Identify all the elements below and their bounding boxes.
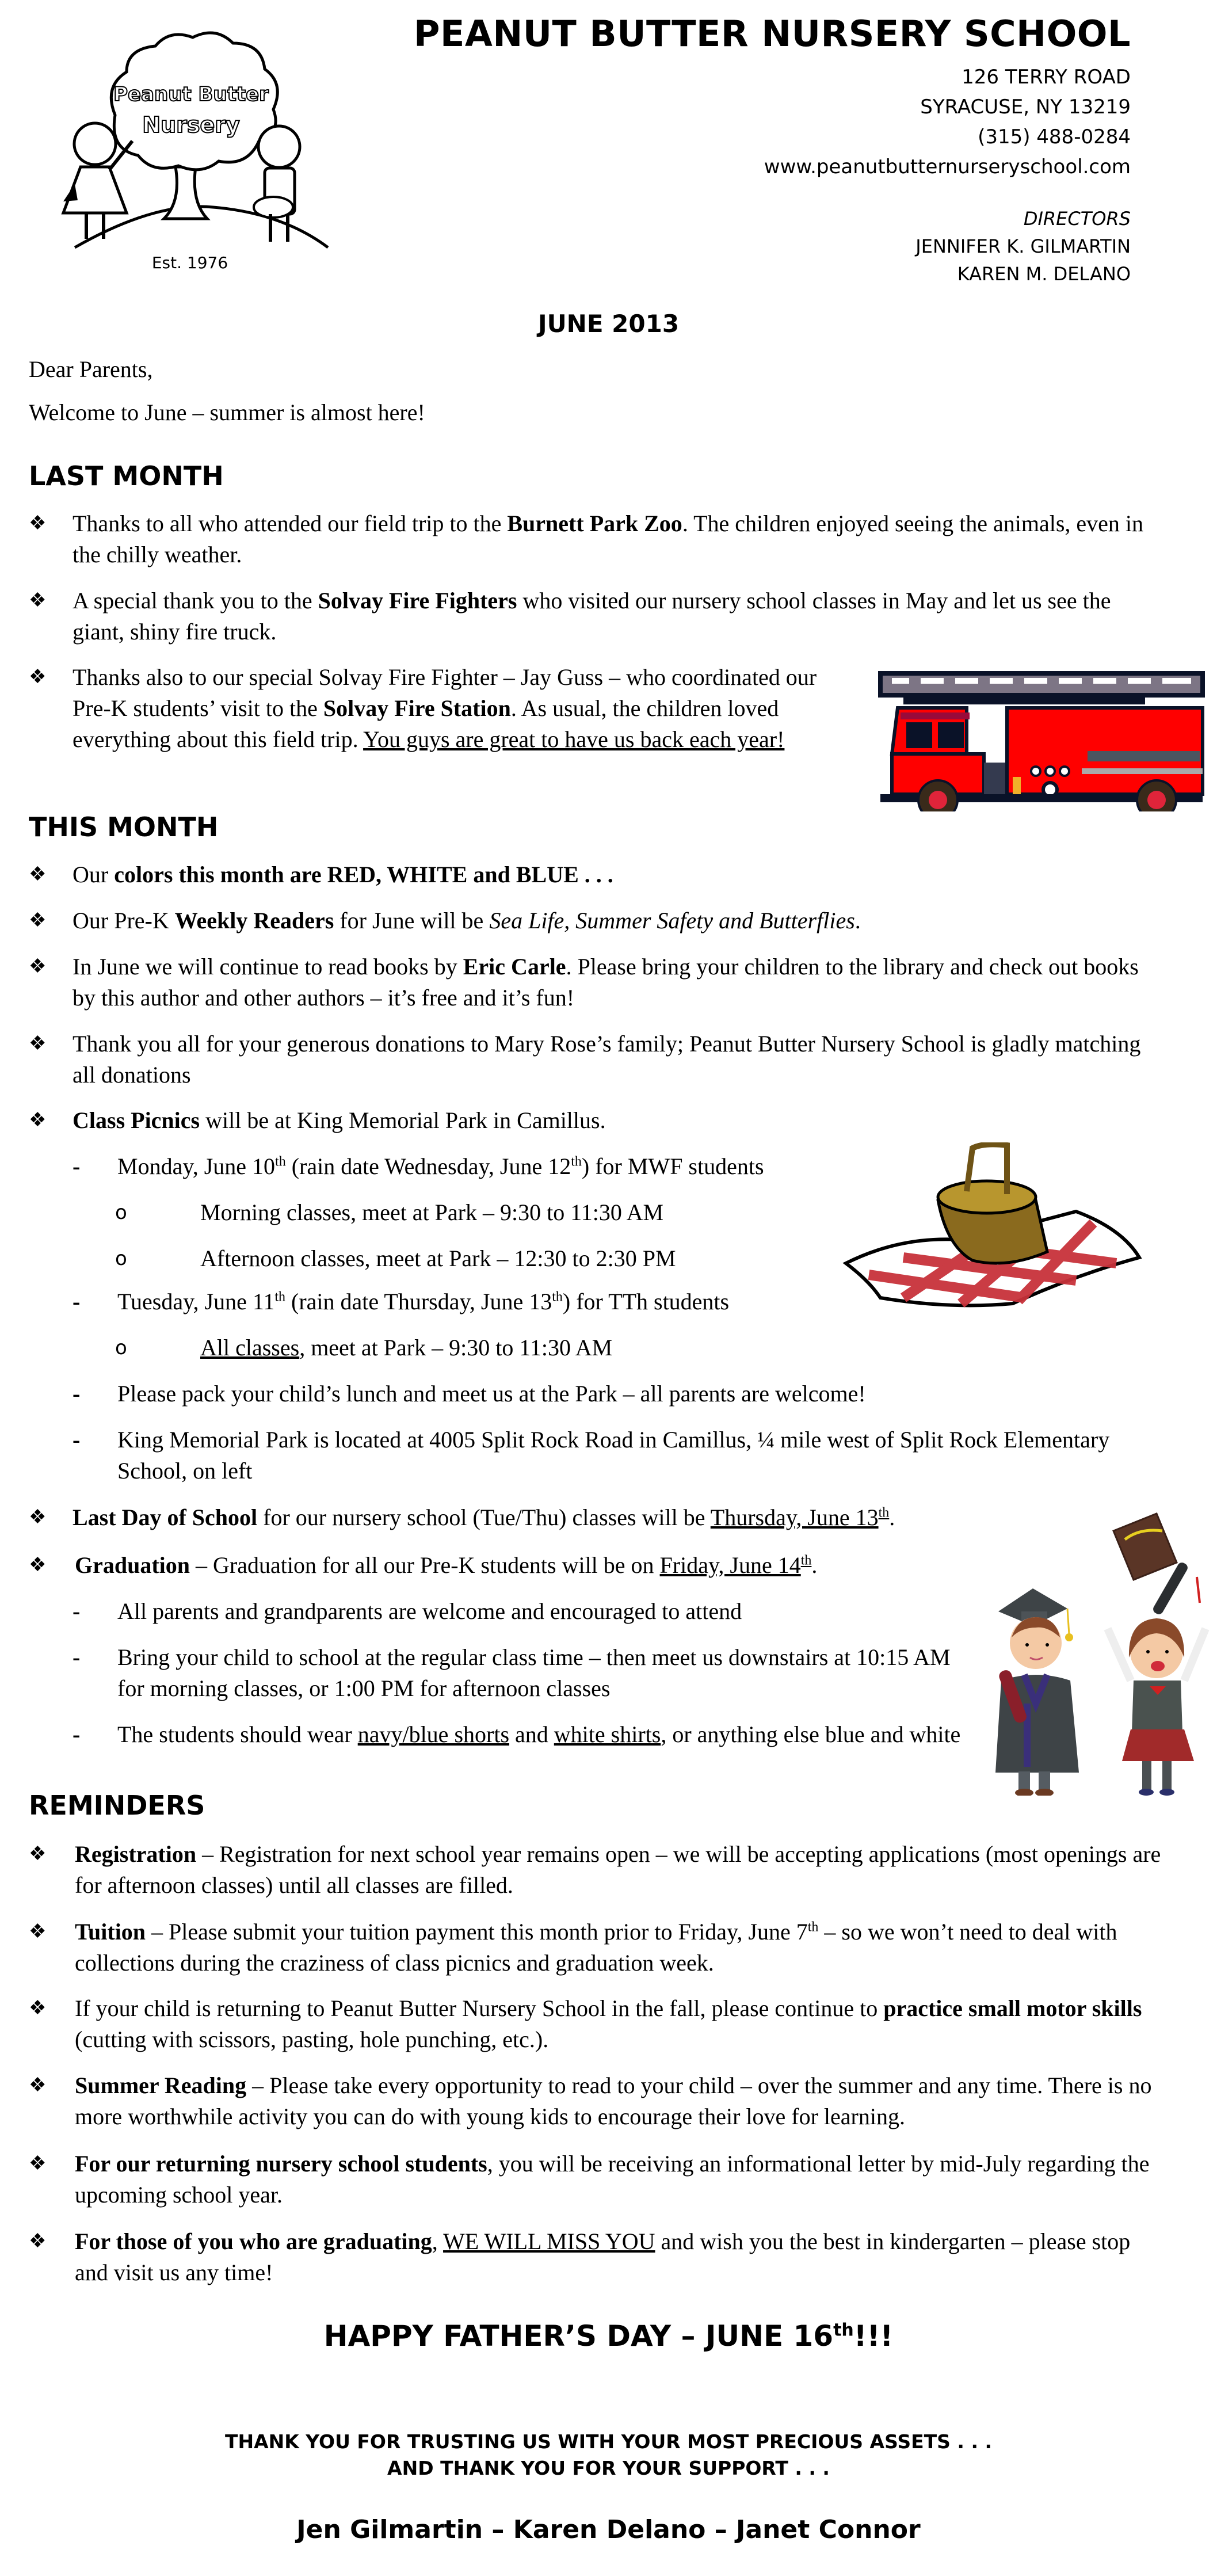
picnic-day-text — [117, 1286, 878, 1317]
text-segment: Graduation — [75, 1552, 190, 1578]
established-year: Est. 1976 — [151, 253, 228, 272]
text-segment: , you will be receiving an informational letter by mid-July regarding the upcoming school year. — [75, 2151, 1150, 2208]
text-segment: All classes — [200, 1335, 300, 1361]
text-segment: navy/blue shorts — [357, 1721, 510, 1747]
diamond-bullet-icon: ❖ — [29, 1554, 47, 1576]
text-segment: HAPPY FATHER’S DAY – JUNE 16 — [323, 2319, 834, 2353]
graduation-detail-item — [73, 1642, 964, 1704]
text-segment: th — [275, 1154, 286, 1169]
text-segment: Friday, June 14 — [659, 1552, 801, 1578]
text-segment: practice small motor skills — [883, 1995, 1142, 2021]
diamond-bullet-icon: ❖ — [29, 910, 47, 931]
text-segment: Solvay Fire Station — [323, 695, 511, 721]
text-segment: (rain date Thursday, June 13 — [285, 1289, 552, 1314]
list-item-text — [75, 2070, 1168, 2132]
text-segment: Afternoon classes, meet at Park – 12:30 to 2:30 PM — [200, 1245, 676, 1271]
text-segment: . Please bring your children to the library and check out books by this author and other authors – it’s free and it’s fun! — [73, 954, 1139, 1011]
list-item-text — [73, 951, 1145, 1013]
diamond-bullet-icon: ❖ — [29, 864, 47, 885]
text-segment: , or anything else blue and white — [661, 1721, 961, 1747]
text-segment: Class Picnics — [73, 1107, 200, 1133]
list-item — [29, 951, 1145, 1013]
phone-number: (315) 488-0284 — [978, 125, 1131, 148]
picnic-day-item — [73, 1151, 878, 1182]
list-item — [29, 2148, 1168, 2211]
graduation-detail-item — [73, 1596, 964, 1627]
dash-bullet-icon: - — [73, 1153, 81, 1179]
text-segment: th — [552, 1289, 563, 1305]
text-segment: Solvay Fire Fighters — [318, 588, 517, 613]
diamond-bullet-icon: ❖ — [29, 1110, 47, 1131]
thank-you-line-1: THANK YOU FOR TRUSTING US WITH YOUR MOST PRECIOUS ASSETS . . . — [224, 2430, 993, 2453]
text-segment: th — [274, 1289, 286, 1305]
fire-truck-icon — [857, 662, 1214, 811]
text-segment: – Please take every opportunity to read to your child – over the summer and any time. There is no more worthwhile activity you can do with young kids to encourage their love for learning. — [75, 2072, 1152, 2129]
text-segment: Our Pre-K — [73, 908, 175, 933]
thank-you-message — [0, 2429, 1217, 2482]
address-line-2: SYRACUSE, NY 13219 — [920, 96, 1131, 119]
text-segment: . The children enjoyed seeing the animals, even in the chilly weather. — [73, 510, 1144, 567]
list-item-text — [75, 1839, 1168, 1901]
text-segment: All parents and grandparents are welcome and encouraged to attend — [117, 1598, 742, 1624]
section-heading-reminders: REMINDERS — [29, 1790, 205, 1821]
list-item — [29, 905, 1145, 936]
text-segment: ) for MWF students — [581, 1153, 764, 1179]
text-segment: Thursday, June 13 — [710, 1504, 879, 1530]
list-item-text — [73, 1502, 1007, 1533]
text-segment: th — [807, 1919, 819, 1935]
text-segment: , meet at Park – 9:30 to 11:30 AM — [299, 1335, 613, 1361]
director-name: KAREN M. DELANO — [957, 263, 1131, 285]
text-segment: Thanks to all who attended our field trip to the — [73, 510, 508, 536]
text-segment: For our returning nursery school students — [75, 2151, 487, 2177]
text-segment: Bring your child to school at the regular class time – then meet us downstairs at 10:15 AM for morning classes, or 1:00 PM for afternoon classes — [117, 1644, 951, 1701]
text-segment: who visited our nursery school classes in May and let us see the giant, shiny fire truck. — [73, 588, 1111, 645]
circle-bullet-icon: o — [115, 1247, 127, 1270]
text-segment: th — [878, 1505, 890, 1521]
text-segment: You guys are great to have us back each year! — [363, 726, 785, 752]
section-heading-last-month: LAST MONTH — [29, 460, 224, 491]
text-segment: The students should wear — [117, 1721, 358, 1747]
text-segment: WE WILL MISS YOU — [443, 2228, 655, 2254]
list-item-text — [73, 1028, 1145, 1091]
picnic-day-item — [73, 1286, 878, 1317]
staff-signoff: Jen Gilmartin – Karen Delano – Janet Connor — [296, 2515, 921, 2544]
text-segment: Summer Reading — [75, 2072, 247, 2098]
list-item — [29, 508, 1145, 570]
picnic-time-item — [115, 1332, 863, 1363]
list-item — [29, 1502, 1007, 1533]
picnic-basket-icon — [834, 1142, 1157, 1315]
dash-bullet-icon: - — [73, 1289, 81, 1314]
text-segment: colors this month are RED, WHITE and BLUE . . . — [114, 862, 613, 887]
text-segment: !!! — [853, 2319, 894, 2353]
text-segment: Burnett Park Zoo — [507, 510, 682, 536]
text-segment: Last Day of School — [73, 1504, 258, 1530]
school-logo — [40, 17, 339, 270]
list-item-text — [73, 1105, 1145, 1136]
text-segment: and wish you the best in kindergarten – please stop and visit us any time! — [75, 2228, 1131, 2285]
greeting: Dear Parents, — [29, 356, 153, 382]
text-segment: th — [800, 1553, 812, 1568]
list-item-text — [73, 585, 1145, 647]
list-item-text — [75, 2226, 1168, 2288]
text-segment: ) for TTh students — [562, 1289, 730, 1314]
list-item-text — [73, 508, 1145, 570]
dash-bullet-icon: - — [73, 1721, 81, 1747]
picnic-note-item — [73, 1424, 1166, 1487]
address-line-1: 126 TERRY ROAD — [962, 66, 1131, 89]
text-segment: Please pack your child’s lunch and meet us at the Park – all parents are welcome! — [117, 1381, 866, 1407]
diamond-bullet-icon: ❖ — [29, 2153, 47, 2174]
diamond-bullet-icon: ❖ — [29, 1921, 47, 1942]
list-item — [29, 1550, 949, 1581]
directors-label: DIRECTORS — [1023, 208, 1131, 230]
text-segment: . As usual, the children loved everything about this field trip. — [73, 695, 779, 752]
diamond-bullet-icon: ❖ — [29, 513, 47, 534]
text-segment: Tuesday, June 11 — [117, 1289, 275, 1314]
dash-bullet-icon: - — [73, 1644, 81, 1670]
list-item — [29, 859, 1145, 890]
newsletter-month-title: JUNE 2013 — [537, 310, 680, 338]
diamond-bullet-icon: ❖ — [29, 1843, 47, 1865]
list-item-text — [73, 662, 834, 755]
list-item — [29, 662, 834, 755]
section-heading-this-month: THIS MONTH — [29, 811, 219, 843]
text-segment: Sea Life, Summer Safety and Butterflies — [489, 908, 855, 933]
text-segment: – Graduation for all our Pre-K students will be on — [190, 1552, 660, 1578]
diamond-bullet-icon: ❖ — [29, 1998, 47, 2019]
diamond-bullet-icon: ❖ — [29, 1033, 47, 1054]
picnic-note-text — [117, 1424, 1166, 1487]
text-segment: – so we won’t need to deal with collections during the craziness of class picnics and graduation week. — [75, 1919, 1117, 1976]
fathers-day-banner — [0, 2319, 1217, 2353]
graduation-detail-text — [117, 1642, 964, 1704]
text-segment: Monday, June 10 — [117, 1153, 276, 1179]
text-segment: Weekly Readers — [174, 908, 334, 933]
text-segment: If your child is returning to Peanut Butter Nursery School in the fall, please continue to — [75, 1995, 884, 2021]
list-item — [29, 1993, 1168, 2055]
text-segment: Morning classes, meet at Park – 9:30 to 11:30 AM — [200, 1199, 664, 1225]
text-segment: for June will be — [334, 908, 490, 933]
text-segment: . — [811, 1552, 818, 1578]
list-item-text — [73, 859, 1145, 890]
text-segment: Our — [73, 862, 115, 887]
dash-bullet-icon: - — [73, 1427, 81, 1453]
graduate-children-icon — [967, 1496, 1214, 1796]
picnic-note-item — [73, 1378, 1166, 1409]
welcome-message: Welcome to June – summer is almost here! — [29, 399, 425, 425]
text-segment: white shirts — [554, 1721, 661, 1747]
tree-children-logo-icon — [40, 17, 339, 259]
text-segment: and — [509, 1721, 554, 1747]
text-segment: th — [833, 2320, 854, 2341]
text-segment: . — [889, 1504, 895, 1530]
list-item — [29, 1839, 1168, 1901]
text-segment: Thank you all for your generous donations to Mary Rose’s family; Peanut Butter Nursery School is gladly matching all donations — [73, 1031, 1141, 1088]
list-item-text — [75, 2148, 1168, 2211]
text-segment: Tuition — [75, 1919, 146, 1945]
picnic-note-text — [117, 1378, 1166, 1409]
school-info-block — [414, 10, 1131, 288]
picnic-time-item — [115, 1243, 863, 1274]
dash-bullet-icon: - — [73, 1381, 81, 1407]
picnic-time-text — [200, 1197, 863, 1228]
text-segment: King Memorial Park is located at 4005 Split Rock Road in Camillus, ¼ mile west of Split Rock Elementary School, on left — [117, 1427, 1110, 1484]
text-segment: – Registration for next school year remains open – we will be accepting applications (most openings are for afternoon classes) until all classes are filled. — [75, 1841, 1161, 1898]
text-segment: th — [571, 1154, 582, 1169]
graduation-detail-item — [73, 1719, 964, 1750]
logo-text-nursery: Nursery — [142, 112, 240, 138]
circle-bullet-icon: o — [115, 1201, 127, 1224]
director-name: JENNIFER K. GILMARTIN — [915, 235, 1131, 257]
list-item — [29, 1916, 1168, 1979]
text-segment: Registration — [75, 1841, 197, 1867]
list-item — [29, 2070, 1168, 2132]
picnic-time-item — [115, 1197, 863, 1228]
text-segment: (cutting with scissors, pasting, hole punching, etc.). — [75, 2026, 549, 2052]
text-segment: In June we will continue to read books by — [73, 954, 463, 980]
picnic-day-text — [117, 1151, 878, 1182]
text-segment: (rain date Wednesday, June 12 — [285, 1153, 571, 1179]
diamond-bullet-icon: ❖ — [29, 2075, 47, 2096]
diamond-bullet-icon: ❖ — [29, 1507, 47, 1528]
text-segment: will be at King Memorial Park in Camillus. — [200, 1107, 606, 1133]
graduation-detail-text — [117, 1719, 964, 1750]
list-item-text — [75, 1916, 1168, 1979]
text-segment: – Please submit your tuition payment this month prior to Friday, June 7 — [146, 1919, 808, 1945]
school-name: PEANUT BUTTER NURSERY SCHOOL — [414, 13, 1131, 55]
text-segment: Eric Carle — [463, 954, 566, 980]
picnic-time-text — [200, 1332, 863, 1363]
website-link[interactable]: www.peanutbutternurseryschool.com — [764, 155, 1131, 178]
diamond-bullet-icon: ❖ — [29, 2231, 47, 2252]
list-item-text — [75, 1993, 1168, 2055]
list-item — [29, 1105, 1145, 1136]
picnic-time-text — [200, 1243, 863, 1274]
text-segment: For those of you who are graduating — [75, 2228, 432, 2254]
logo-text-peanut-butter: Peanut Butter — [113, 83, 269, 106]
list-item — [29, 585, 1145, 647]
diamond-bullet-icon: ❖ — [29, 956, 47, 977]
graduation-detail-text — [117, 1596, 964, 1627]
text-segment: A special thank you to the — [73, 588, 318, 613]
list-item — [29, 2226, 1168, 2288]
diamond-bullet-icon: ❖ — [29, 666, 47, 688]
text-segment: . — [854, 908, 861, 933]
list-item — [29, 1028, 1145, 1091]
list-item-text — [73, 905, 1145, 936]
list-item-text — [75, 1550, 949, 1581]
text-segment: Thanks also to our special Solvay Fire Fighter – Jay Guss – who coordinated our Pre-K students’ visit to the — [73, 664, 817, 721]
circle-bullet-icon: o — [115, 1336, 127, 1359]
dash-bullet-icon: - — [73, 1598, 81, 1624]
text-segment: for our nursery school (Tue/Thu) classes will be — [257, 1504, 711, 1530]
thank-you-line-2: AND THANK YOU FOR YOUR SUPPORT . . . — [387, 2457, 830, 2479]
diamond-bullet-icon: ❖ — [29, 590, 47, 611]
text-segment: , — [432, 2228, 444, 2254]
